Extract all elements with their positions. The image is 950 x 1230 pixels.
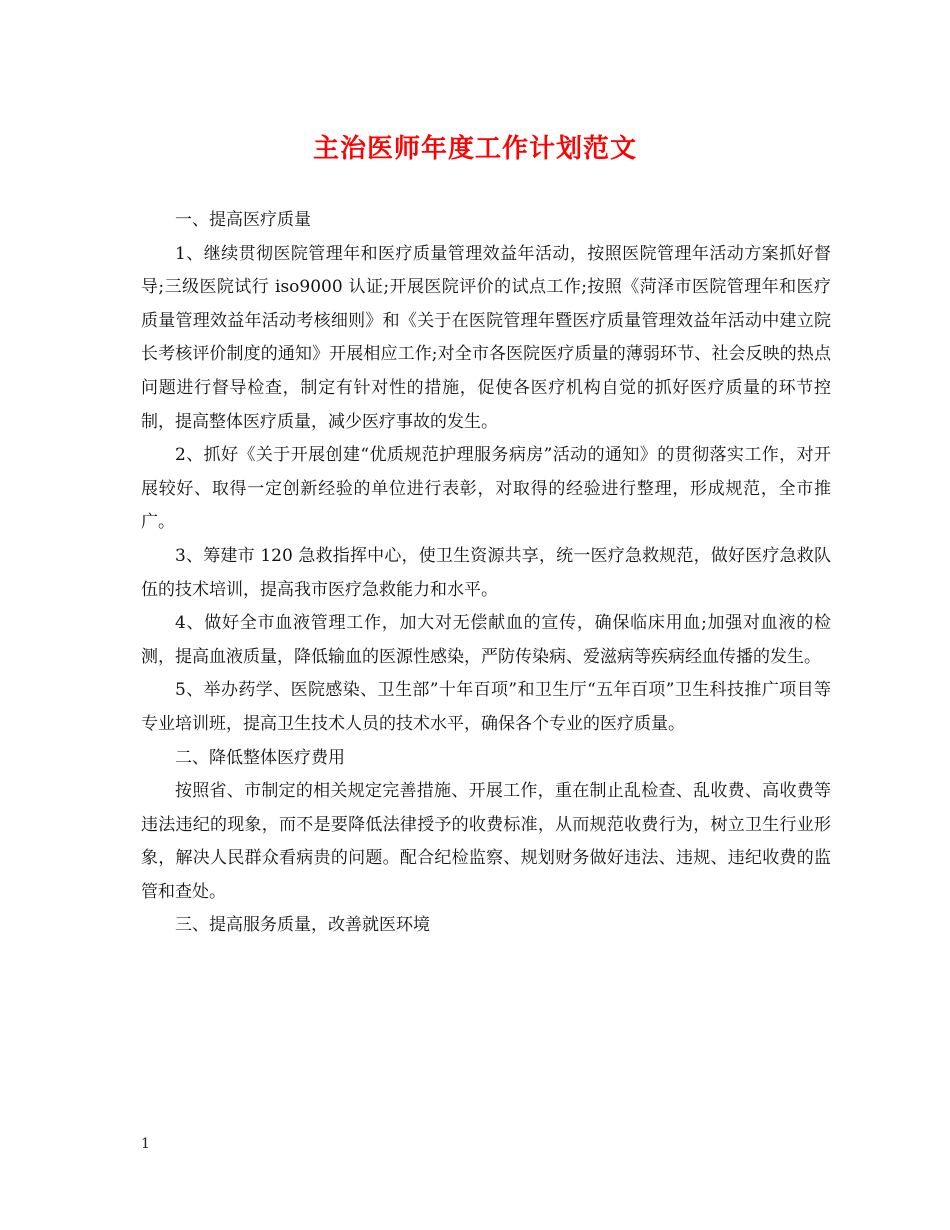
document-title: 主治医师年度工作计划范文	[312, 134, 637, 164]
section-heading-3: 三、提高服务质量，改善就医环境	[175, 915, 430, 936]
paragraph-item-4: 4、做好全市血液管理工作，加大对无偿献血的宣传，确保临床用血;加强对血液的检测，提高血液质量，降低输血的医源性感染，严防传染病、爱滋病等疾病经血传播的发生。	[141, 613, 831, 667]
section-heading-1: 一、提高医疗质量	[175, 210, 311, 230]
section-heading-2: 二、降低整体医疗费用	[175, 747, 345, 768]
paragraph-item-3: 3、筹建市 120 急救指挥中心，使卫生资源共享，统一医疗急救规范，做好医疗急救队伍的技术培训，提高我市医疗急救能力和水平。	[141, 545, 831, 600]
paragraph-item-5: 5、举办药学、医院感染、卫生部”十年百项”和卫生厅“五年百项”卫生科技推广项目等专业培训班，提高卫生技术人员的技术水平，确保各个专业的医疗质量。	[141, 680, 831, 734]
page-number: 1	[141, 1136, 150, 1152]
document-body	[141, 204, 831, 943]
paragraph-item-1: 1、继续贯彻医院管理年和医疗质量管理效益年活动，按照医院管理年活动方案抓好督导;三级医院试行 iso9000 认证;开展医院评价的试点工作;按照《菏泽市医院管理年和医疗质量管理效益年活动考核细则》和《关于在医院管理年暨医疗质量管理效益年活动中建立院长考核评价制度的通知》开展相应工作;对全市各医院医疗质量的薄弱环节、社会反映的热点问题进行督导检查，制定有针对性的措施，促使各医疗机构自觉的抓好医疗质量的环节控制，提高整体医疗质量，减少医疗事故的发生。	[141, 243, 831, 432]
paragraph-cost-control: 按照省、市制定的相关规定完善措施、开展工作，重在制止乱检查、乱收费、高收费等违法违纪的现象，而不是要降低法律授予的收费标准，从而规范收费行为，树立卫生行业形象，解决人民群众看病贵的问题。配合纪检监察、规划财务做好违法、违规、违纪收费的监管和查处。	[141, 781, 831, 902]
paragraph-item-2: 2、抓好《关于开展创建“优质规范护理服务病房”活动的通知》的贯彻落实工作，对开展较好、取得一定创新经验的单位进行表彰，对取得的经验进行整理，形成规范，全市推广。	[141, 445, 831, 533]
